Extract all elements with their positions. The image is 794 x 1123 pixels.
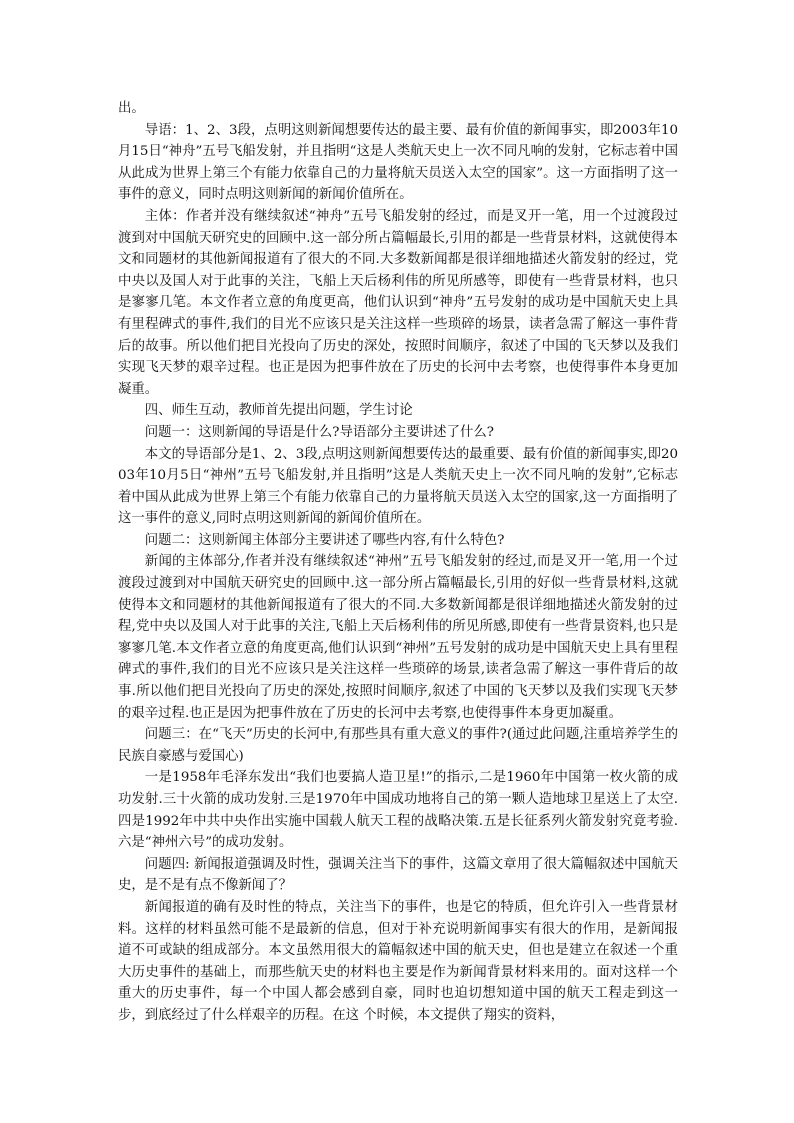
answer-1: 本文的导语部分是1、2、3段,点明这则新闻想要传达的最重要、最有价值的新闻事实,即2003年10月5日“神州”五号飞船发射,并且指明”这是人类航天史上一次不同凡响的发射”,它标志着中国从此成为世界上第三个有能力依靠自己的力量将航天员送入太空的国家,这一方面指明了这一事件的意义,同时点明这则新闻的新闻价值所在。 bbox=[118, 446, 678, 527]
paragraph-body: 主体：作者并没有继续叙述“神舟”五号飞船发射的经过，而是叉开一笔，用一个过渡段过渡到对中国航天研究史的回顾中.这一部分所占篇幅最长,引用的都是一些背景材料，这就使得本文和同题材的其他新闻报道有了很大的不同.大多数新闻都是很详细地描述火箭发射的经过，党中央以及国人对于此事的关注，飞船上天后杨利伟的所见所感等，即使有一些背景材料，也只是寥寥几笔。本文作者立意的角度更高，他们认识到“神舟”五号发射的成功是中国航天史上具有里程碑式的事件,我们的目光不应该只是关注这样一些琐碎的场景，读者急需了解这一事件背后的故事。所以他们把目光投向了历史的深处，按照时间顺序，叙述了中国的飞天梦以及我们实现飞天梦的艰辛过程。也正是因为把事件放在了历史的长河中去考察，也使得事件本身更加凝重。 bbox=[118, 208, 678, 397]
question-3: 问题三：在“飞天”历史的长河中,有那些具有重大意义的事件?(通过此问题,注重培养学生的民族自豪感与爱国心) bbox=[118, 727, 678, 764]
paragraph-lead: 导语：1、2、3段，点明这则新闻想要传达的最主要、最有价值的新闻事实，即2003年10月15日“神舟”五号飞船发射，并且指明“这是人类航天史上一次不同凡响的发射，它标志着中国从此成为世界上第三个有能力依靠自己的力量将航天员送入太空的国家”。这一方面指明了这一事件的意义，同时点明这则新闻的新闻价值所在。 bbox=[118, 122, 678, 203]
paragraph-continuation: 出。 bbox=[118, 101, 145, 116]
document-page bbox=[118, 98, 678, 1027]
question-1: 问题一：这则新闻的导语是什么?导语部分主要讲述了什么? bbox=[144, 424, 494, 440]
section-heading: 四、师生互动，教师首先提出问题，学生讨论 bbox=[144, 403, 413, 419]
question-2: 问题二：这则新闻主体部分主要讲述了哪些内容,有什么特色? bbox=[144, 532, 505, 548]
answer-4: 新闻报道的确有及时性的特点，关注当下的事件，也是它的特质，但允许引入一些背景材料。这样的材料虽然可能不是最新的信息，但对于补充说明新闻事实有很大的作用，是新闻报道不可或缺的组成部分。本文虽然用很大的篇幅叙述中国的航天史，但也是建立在叙述一个重大历史事件的基础上，而那些航天史的材料也主要是作为新闻背景材料来用的。面对这样一个重大的历史事件，每一个中国人都会感到自豪，同时也迫切想知道中国的航天工程走到这一步，到底经过了什么样艰辛的历程。在这 个时候，本文提供了翔实的资料， bbox=[118, 899, 678, 1023]
answer-2: 新闻的主体部分,作者并没有继续叙述“神州”五号飞船发射的经过,而是叉开一笔,用一个过渡段过渡到对中国航天研究史的回顾中.这一部分所占篇幅最长,引用的好似一些背景材料,这就使得本文和同题材的其他新闻报道有了很大的不同.大多数新闻都是很详细地描述火箭发射的过程,党中央以及国人对于此事的关注,飞船上天后杨利伟的所见所感,即使有一些背景资料,也只是寥寥几笔.本文作者立意的角度更高,他们认识到“神州”五号发射的成功是中国航天史上具有里程碑式的事件,我们的目光不应该只是关注这样一些琐碎的场景,读者急需了解这一事件背后的故事.所以他们把目光投向了历史的深处,按照时间顺序,叙述了中国的飞天梦以及我们实现飞天梦的艰辛过程.也正是因为把事件放在了历史的长河中去考察,也使得事件本身更加凝重。 bbox=[118, 554, 678, 721]
answer-3: 一是1958年毛泽东发出“我们也要搞人造卫星!”的指示,二是1960年中国第一枚火箭的成功发射.三十火箭的成功发射.三是1970年中国成功地将自己的第一颗人造地球卫星送上了太空.四是1992年中共中央作出实施中国载人航天工程的战略决策.五是长征系列火箭发射究竟考验.六是“神州六号”的成功发射。 bbox=[118, 770, 678, 851]
question-4: 问题四: 新闻报道强调及时性，强调关注当下的事件，这篇文章用了很大篇幅叙述中国航天史，是不是有点不像新闻了？ bbox=[118, 856, 678, 894]
